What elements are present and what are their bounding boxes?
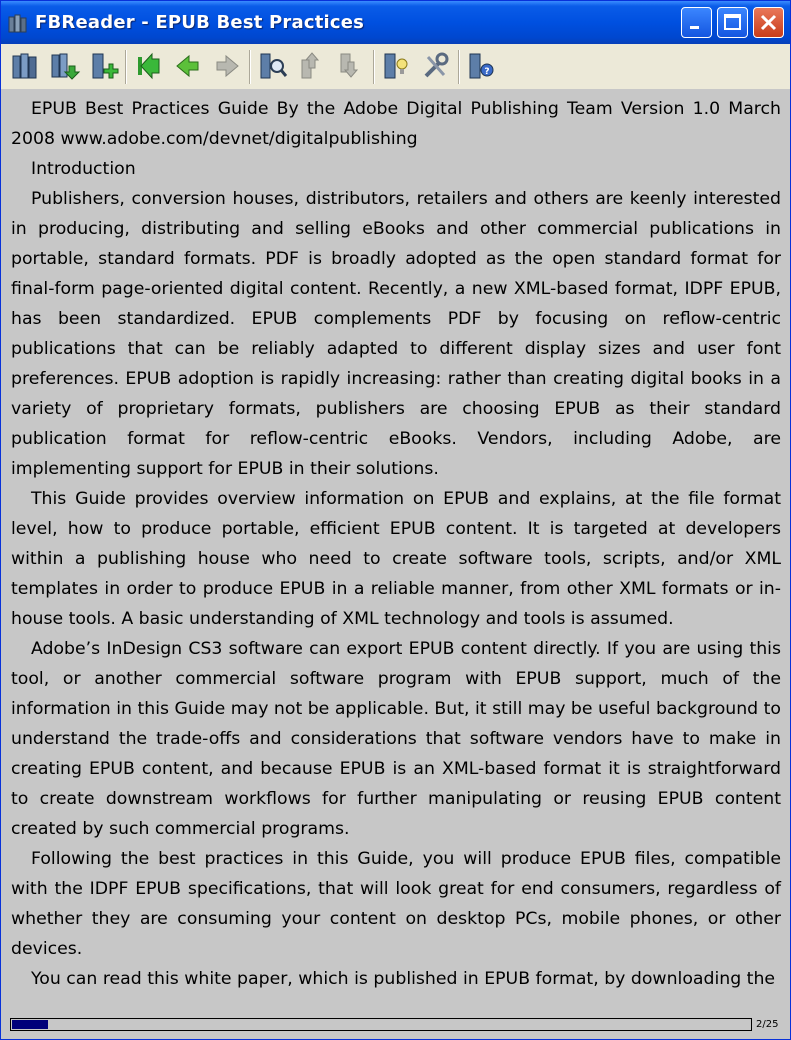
reading-area[interactable] bbox=[1, 89, 790, 1011]
paragraph: Publishers, conversion houses, distributors, retailers and others are keenly interested in producing, distributing and selling eBooks and other commercial publications in portable, standard formats. PDF is broadly adopted as the open standard format for final-form page-oriented digital content. Recently, a new XML-based format, IDPF EPUB, has been standardized. EPUB complements PDF by focusing on reflow-centric publications that can be reliably adapted to different display sizes and user font preferences. EPUB adoption is rapidly increasing: rather than creating digital books in a variety of proprietary formats, publishers are choosing EPUB as their standard publication format for reflow-centric eBooks. Vendors, including Adobe, are implementing support for EPUB in their solutions. bbox=[11, 189, 781, 479]
search-icon bbox=[257, 50, 289, 82]
maximize-button[interactable] bbox=[717, 7, 748, 38]
book-info-icon bbox=[381, 50, 413, 82]
reading-progress-bar[interactable] bbox=[10, 1018, 752, 1031]
maximize-icon bbox=[718, 8, 747, 37]
close-button[interactable] bbox=[753, 7, 784, 38]
about-icon bbox=[466, 50, 498, 82]
minimize-button[interactable] bbox=[681, 7, 712, 38]
find-next-icon bbox=[335, 50, 367, 82]
find-previous-icon bbox=[296, 50, 328, 82]
forward-arrow-icon bbox=[211, 50, 243, 82]
find-previous-button[interactable] bbox=[296, 50, 328, 82]
paragraph: EPUB Best Practices Guide By the Adobe Digital Publishing Team Version 1.0 March 2008 www.adobe.com/devnet/digitalpublishing bbox=[11, 99, 781, 149]
back-button[interactable] bbox=[172, 50, 204, 82]
recent-books-icon bbox=[49, 50, 81, 82]
book-text bbox=[1, 89, 790, 994]
preferences-icon bbox=[420, 50, 452, 82]
page-indicator: 2/25 bbox=[756, 1019, 779, 1030]
minimize-icon bbox=[682, 8, 711, 37]
preferences-button[interactable] bbox=[420, 50, 452, 82]
forward-button[interactable] bbox=[211, 50, 243, 82]
svg-text:?: ? bbox=[484, 67, 490, 77]
library-button[interactable] bbox=[10, 50, 42, 82]
toolbar-separator bbox=[125, 50, 127, 84]
back-arrow-icon bbox=[172, 50, 204, 82]
add-book-icon bbox=[88, 50, 120, 82]
book-info-button[interactable] bbox=[381, 50, 413, 82]
window-title: FBReader - EPUB Best Practices bbox=[35, 12, 365, 33]
chapter-heading: Introduction bbox=[31, 159, 136, 179]
add-book-button[interactable] bbox=[88, 50, 120, 82]
close-icon bbox=[754, 8, 783, 37]
first-page-icon bbox=[133, 50, 165, 82]
paragraph: Following the best practices in this Guide, you will produce EPUB files, compatible with the IDPF EPUB specifications, that will look great for end consumers, regardless of whether they are consuming your content on desktop PCs, mobile phones, or other devices. bbox=[11, 849, 781, 959]
status-bar bbox=[1, 1011, 790, 1039]
paragraph: This Guide provides overview information on EPUB and explains, at the file format level, how to produce portable, efficient EPUB content. It is targeted at developers within a publishing house who need to create software tools, scripts, and/or XML templates in order to produce EPUB in a reliable manner, from other XML formats or in-house tools. A basic understanding of XML technology and tools is assumed. bbox=[11, 489, 781, 629]
toolbar-separator bbox=[373, 50, 375, 84]
fbreader-app-icon bbox=[7, 12, 29, 34]
paragraph: You can read this white paper, which is published in EPUB format, by downloading the bbox=[31, 969, 776, 989]
about-button[interactable] bbox=[466, 50, 498, 82]
toolbar bbox=[1, 44, 790, 90]
go-to-start-button[interactable] bbox=[133, 50, 165, 82]
search-button[interactable] bbox=[257, 50, 289, 82]
find-next-button[interactable] bbox=[335, 50, 367, 82]
recent-books-button[interactable] bbox=[49, 50, 81, 82]
toolbar-separator bbox=[249, 50, 251, 84]
title-bar[interactable] bbox=[1, 1, 790, 44]
paragraph: Adobe’s InDesign CS3 software can export EPUB content directly. If you are using this tool, or another commercial software program with EPUB support, much of the information in this Guide may not be applicable. But, it still may be useful background to understand the trade-offs and considerations that software vendors have to make in creating EPUB content, and because EPUB is an XML-based format it is straightforward to create downstream workflows for further manipulating or reusing EPUB content created by such commercial programs. bbox=[11, 639, 781, 839]
library-icon bbox=[10, 50, 42, 82]
toolbar-separator bbox=[458, 50, 460, 84]
reading-progress-fill bbox=[12, 1020, 48, 1029]
